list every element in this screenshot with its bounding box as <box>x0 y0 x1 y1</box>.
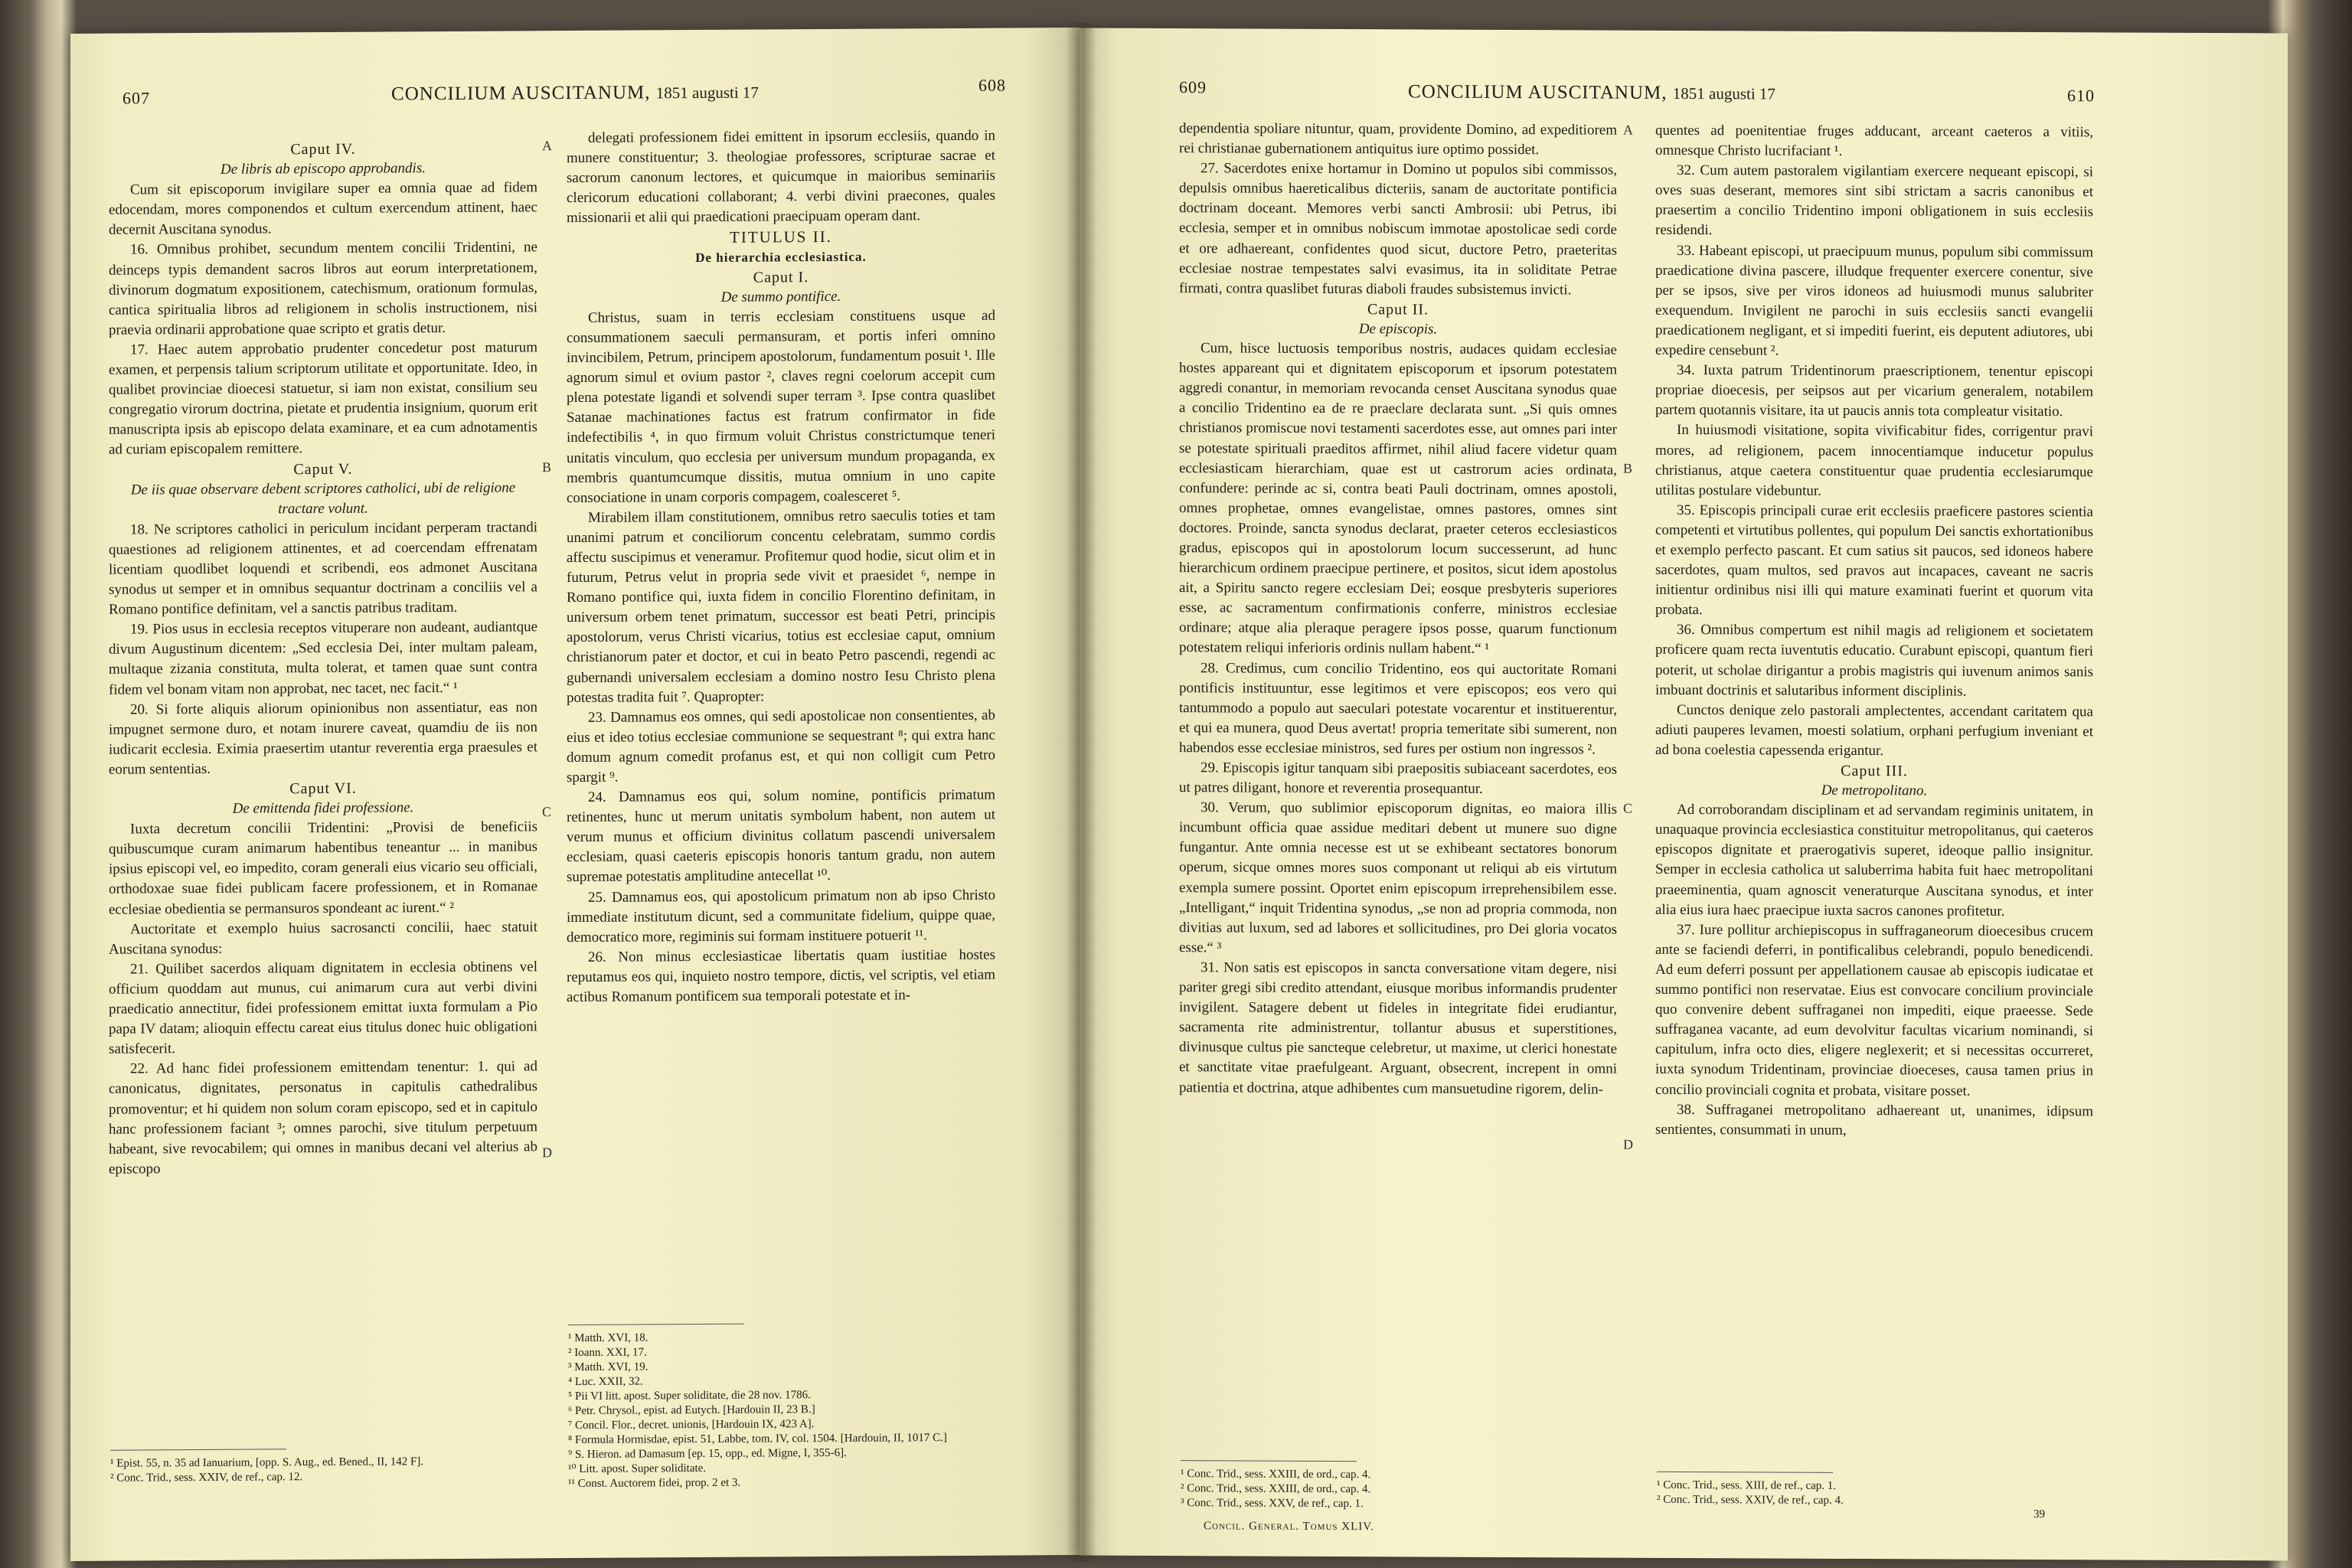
paragraph: 23. Damnamus eos omnes, qui sedi apostolicae non consentientes, ab eius et ideo totius ecclesiae communione se sequestrant ⁸; qui extra hanc domum agnum comedit profanus est, et qui non colligit cum Petro spargit ⁹. <box>567 707 995 786</box>
paragraph: 17. Haec autem approbatio prudenter concedetur post maturum examen, et perpensis talium scriptorum utilitate et opportunitate. Ideo, in qualibet provinciae dioecesi statuetur, si iam non existat, consilium seu congregatio virorum doctrina, pietate et prudentia insignium, quorum erit manuscripta ipsis ab episcopo delata examinare, et ea cum adnotamentis ad curiam episcopalem remittere. <box>109 339 537 459</box>
paragraph: Cunctos denique zelo pastorali amplectentes, accendant caritatem qua adiuti pauperes levamen, moesti solatium, orphani perfugium inveniant et ad bona coelestia capessenda erigantur. <box>1655 701 2093 760</box>
footnote: ⁵ Pii VI litt. apost. Super soliditate, die 28 nov. 1786. <box>568 1389 811 1403</box>
margin-letter-b: B <box>542 459 552 475</box>
paragraph: 32. Cum autem pastoralem vigilantiam exercere nequeant episcopi, si oves suas deserant, memores sint sibi strictam a sacris canonibus et praesertim a concilio Tridentino imponi obligationem in suis ecclesiis residendi. <box>1655 162 2093 239</box>
paragraph: quentes ad poenitentiae fruges adducant, arceant caeteros a vitiis, omnesque Christo lucrifaciant ¹. <box>1655 122 2093 159</box>
chapter-heading: Caput IV. <box>290 140 356 158</box>
chapter-subtitle: De metropolitano. <box>1821 782 1928 799</box>
footnote: ² Conc. Trid., sess. XXIV, de ref., cap. 12. <box>110 1471 303 1485</box>
page-number-608: 608 <box>978 75 1006 95</box>
paragraph: 30. Verum, quo sublimior episcoporum dignitas, eo maiora illis incumbunt officia quae assidue meditari debent ut munere suo digne fungantur. Ante omnia necesse est ut se exhibeant sectatores bonorum operum, sicque omnes mores suos componant ut reliqui ab eis virtutum exempla sumere possint. Oportet enim episcopum irreprehensibilem esse. „Intelligant,“ inquit Tridentina synodus, „se non ad propria commoda, non divitias aut luxum, sed ad labores et sollicitudines, pro Dei gloria vocatos esse.“ ³ <box>1179 799 1617 956</box>
footnote: ² Ioann. XXI, 17. <box>568 1346 647 1360</box>
paragraph: 31. Non satis est episcopos in sancta conversatione vitam degere, nisi pariter gregi sibi credito attendant, eiusque moribus informandis prudenter invigilent. Satagere debent ut fideles in integritate fidei erudiantur, sacramenta rite administrentur, tollantur abusus et superstitiones, divinusque cultus pie sancteque celebretur, ut maxime, ut clerici honestate et sanctitate vitae praefulgeant. Arguant, obsecrent, increpent in omni patientia et doctrina, atque adhibentes cum mansuetudine rigorem, delin- <box>1179 959 1617 1098</box>
footnote: ¹ Conc. Trid., sess. XIII, de ref., cap. 1. <box>1657 1478 1837 1492</box>
running-head-right <box>1080 77 2288 116</box>
paragraph: dependentia spoliare nituntur, quam, providente Domino, ad expeditiorem rei christianae gubernationem antiquitus iure optimo possidet. <box>1179 120 1617 158</box>
margin-letter-d-right: D <box>1623 1136 1633 1152</box>
paragraph: Cum, hisce luctuosis temporibus nostris, audaces quidam ecclesiae hostes appareant qui et dignitatem episcoporum et ipsorum potestatem aggredi conantur, in memoriam revocanda censet Auscitana synodus quae a concilio Tridentino ea de re praeclare declarata sunt. „Si quis omnes christianos promiscue novi testamenti sacerdotes esse, aut omnes pari inter se potestate spirituali praeditos affirmet, nihil aliud facere videtur quam ecclesiasticam hierarchiam, quae est ut castrorum acies ordinata, confundere: perinde ac si, contra beati Pauli doctrinam, omnes apostoli, omnes prophetae, omnes evangelistae, omnes pastores, omnes sint doctores. Proinde, sancta synodus declarat, praeter ceteros ecclesiasticos gradus, episcopos qui in apostolorum locum successerunt, ad hunc hierarchicum ordinem praecipue pertinere, et positos, sicut idem apostolus ait, a Spiritu sancto regere ecclesiam Dei; eosque presbyteris superiores esse, ac sacramentum confirmationis conferre, ministros ecclesiae ordinare; atque alia pleraque peragere ipsos posse, quarum functionum potestatem reliqui inferioris ordinis nullam habent.“ ¹ <box>1179 340 1617 658</box>
footnote: ² Conc. Trid., sess. XXIV, de ref., cap. 4. <box>1657 1493 1844 1507</box>
left-page <box>70 28 1080 1561</box>
paragraph: 26. Non minus ecclesiasticae libertatis quam iustitiae hostes reputamus eos qui, inquieto nostro tempore, dictis, vel scriptis, vel etiam actibus Romanum pontificem sua temporali potestate et in- <box>567 946 995 1006</box>
footnote: ⁴ Luc. XXII, 32. <box>568 1375 643 1389</box>
page-number-607: 607 <box>122 88 150 108</box>
paragraph: 36. Omnibus compertum est nihil magis ad religionem et societatem proficere quam recta iuventutis educatio. Curabunt episcopi, quantum fieri poterit, ut scholae dirigantur a probis magistris qui iuvenum animos sanis imbuant doctrinis et salutaribus informent disciplinis. <box>1655 622 2093 700</box>
footnote: ¹ Matth. XVI, 18. <box>568 1331 648 1345</box>
chapter-subtitle: De libris ab episcopo approbandis. <box>220 160 426 178</box>
paragraph: 18. Ne scriptores catholici in periculum incidant perperam tractandi quaestiones ad religionem attinentes, et ad coercendam effrenatam licentiam quodlibet loquendi et scribendi, eos admonet Auscitana synodus ut semper et in omnibus sequantur doctrinam a conciliis vel a Romano pontifice definitam, vel a sanctis patribus traditam. <box>109 519 537 618</box>
footnote-rule <box>568 1324 744 1325</box>
sheet-number: 39 <box>2034 1508 2045 1521</box>
title-subheading: De hierarchia ecclesiastica. <box>695 249 867 265</box>
footnote: ⁸ Formula Hormisdae, epist. 51, Labbe, tom. IV, col. 1504. [Hardouin, II, 1017 C.] <box>568 1432 947 1447</box>
footnote-rule <box>1657 1472 1833 1473</box>
footnote: ¹¹ Const. Auctorem fidei, prop. 2 et 3. <box>568 1476 741 1491</box>
paragraph: Christus, suam in terris ecclesiam constituens usque ad consummationem saeculi permansuram, et portis inferi omnino invincibilem, Petrum, principem apostolorum, fundamentum posuit ¹. Ille agnorum simul et ovium pastor ², claves regni coelorum accepit cum plena potestate ligandi et solvendi super terram ³. Ipse contra quaslibet Satanae machinationes factus est fratrum confirmator in fide indefectibilis ⁴, in quo firmum voluit Christus constrictumque teneri unitatis vinculum, quo ecclesia per universum mundum propaganda, ex membris quantumcumque dissitis, mutua omnium in uno capite consociatione in unam corporis compagem, coalesceret ⁵. <box>567 307 995 506</box>
paragraph: 28. Credimus, cum concilio Tridentino, eos qui auctoritate Romani pontificis instituuntur, esse legitimos et vere episcopos; eos vero qui tantummodo a populo aut saeculari potestate vocarentur et instituerentur, et qui ea munera, quod Deus avertat! propria temeritate sibi sumerent, non habendos esse ecclesiae ministros, sed fures per ostium non ingressos ². <box>1179 659 1617 758</box>
margin-letter-a-right: A <box>1623 122 1633 138</box>
paragraph: Cum sit episcoporum invigilare super ea omnia quae ad fidem edocendam, mores componendos et cultum exercendum attinent, haec decernit Auscitana synodus. <box>109 179 537 239</box>
paragraph: 24. Damnamus eos qui, solum nomine, pontificis primatum retinentes, hunc ut merum unitatis symbolum habent, non autem ut verum munus et officium divinitus collatum pascendi universalem ecclesiam, quasi caeteris episcopis honoris tantum gradu, non autem supremae potestatis amplitudine antecellat ¹⁰. <box>567 786 995 886</box>
paragraph: In huiusmodi visitatione, sopita vivificabitur fides, corrigentur pravi mores, ad religionem, pacem innocentiamque inducetur populus christianus, atque caetera constituentur quae prudentia ecclesiarumque utilitas postulare videbuntur. <box>1655 422 2093 499</box>
paragraph: 25. Damnamus eos, qui apostolicum primatum non ab ipso Christo immediate institutum dicunt, sed a communitate fidelium, quippe quae, democratico more, regiminis sui formam instituere potuerit ¹¹. <box>567 887 995 946</box>
page-number-610: 610 <box>2067 86 2095 106</box>
right-footnotes-col-1 <box>1181 1460 1609 1512</box>
right-footnotes-col-2 <box>1657 1472 2086 1509</box>
footnote-rule <box>110 1449 286 1450</box>
running-title: CONCILIUM AUSCITANUM, 1851 augusti 17 <box>391 82 759 105</box>
footnote: ³ Matth. XVI, 19. <box>568 1361 648 1374</box>
page-number-609: 609 <box>1179 77 1207 97</box>
paragraph: Mirabilem illam constitutionem, omnibus retro saeculis toties et tam unanimi patrum et conciliorum concentu celebratam, summo cordis affectu suscipimus et veneramur. Profitemur quod hodie, sicut olim et in futurum, Petrus velut in propria sede vivit et praesidet ⁶, nempe in Romano pontifice qui, iuxta fidem in concilio Florentino definitam, in universum orbem tenet primatum, successor est beati Petri, principis apostolorum, verus Christi vicarius, totius est ecclesiae caput, omnium christianorum pater et doctor, et cui in beato Petro pascendi, regendi ac gubernandi universalem ecclesiam a domino nostro Iesu Christo plena potestas tradita fuit ⁷. Quapropter: <box>567 507 995 706</box>
paragraph: Auctoritate et exemplo huius sacrosancti concilii, haec statuit Auscitana synodus: <box>109 918 537 958</box>
chapter-heading: Caput II. <box>1367 301 1429 318</box>
paragraph: 38. Suffraganei metropolitano adhaereant ut, unanimes, idipsum sentientes, consummati in unum, <box>1655 1101 2093 1138</box>
paragraph: 16. Omnibus prohibet, secundum mentem concilii Tridentini, ne deinceps typis demandent sacros libros aut eorum interpretationem, divinorum dogmatum expositionem, catechismum, orationum formulas, cantica spiritualia libros ad religionem in scholis instructionem, nisi praevia ordinarii approbatione quae scripto et gratis detur. <box>109 239 537 338</box>
running-title-right: CONCILIUM AUSCITANUM, 1851 augusti 17 <box>1408 81 1775 103</box>
left-page-column-1 <box>109 138 537 1179</box>
left-footnotes-col-1 <box>110 1447 539 1485</box>
margin-letter-d: D <box>542 1145 552 1161</box>
paragraph: Ad corroborandam disciplinam et ad servandam regiminis unitatem, in unaquaque provincia ecclesiastica constituitur metropolitanus, qui caeteros episcopos dignitate et praerogativis superet, ideoque pallio insignitur. Semper in ecclesia catholica ut saluberrima habita fuit haec metropolitani praeeminentia, quam agnoscit veneraturque Auscitana synodus, et inter alia eius iura haec praecipue iuxta sacros canones profitetur. <box>1655 802 2093 920</box>
margin-letter-b-right: B <box>1623 460 1633 476</box>
paragraph: 35. Episcopis principali curae erit ecclesiis praeficere pastores scientia competenti et virtutibus pollentes, qui populum Dei sanctis exhortationibus et exemplo perfecto pascant. Et cum satius sit paucos, sed idoneos habere sacerdotes, quam multos, sed pravos aut incapaces, caveant ne sacris initientur ordinibus nisi illi qui mature examinati fuerint et quorum vita probata. <box>1655 501 2093 619</box>
footnote: ³ Conc. Trid., sess. XXV, de ref., cap. 1. <box>1181 1497 1364 1511</box>
chapter-subtitle: De episcopis. <box>1358 321 1438 338</box>
chapter-heading: Caput V. <box>293 460 353 478</box>
left-page-column-2 <box>567 126 995 1008</box>
paragraph: 37. Iure pollitur archiepiscopus in suffraganeorum dioecesibus crucem ante se faciendi deferri, in pontificalibus celebrandi, populo benedicendi. Ad eum deferri possunt per appellationem causae ab episcopis iudicatae et summo pontifici non reservatae. Eius est convocare concilium provinciale quo convenire debent suffraganei non impediti, eique praeesse. Sede suffraganea vacante, ad eum devolvitur facultas vicarium nominandi, si capitulum, infra octo dies, eligere neglexerit; et si necessitas occurreret, iuxta synodum Tridentinam, provinciae dioeceses, causa tamen prius in concilio provinciali cognita et probata, visitare posset. <box>1655 921 2093 1099</box>
book-gutter <box>1066 23 1096 1562</box>
paragraph: 19. Pios usus in ecclesia receptos vituperare non audeant, audiantque divum Augustinum dicentem: „Sed ecclesia Dei, inter multam paleam, multaque zizania constituta, multa tolerat, et tamen quae sunt contra fidem vel bonam vitam non approbat, nec tacet, nec facit.“ ¹ <box>109 619 537 698</box>
signature-line: Concil. General. Tomus XLIV. <box>1204 1520 1374 1534</box>
paragraph: 21. Quilibet sacerdos aliquam dignitatem in ecclesia obtinens vel officium quoddam aut munus, cui animarum cura aut verbi divini praedicatio annectitur, fidei professionem emittat iuxta formulam a Pio papa IV datam; alioquin effectu careat eius titulus donec huic obligationi satisfecerit. <box>109 959 537 1057</box>
margin-letter-c: C <box>542 804 552 820</box>
right-page-column-2 <box>1655 121 2093 1142</box>
footnote-rule <box>1181 1460 1357 1462</box>
chapter-subtitle: De iis quae observare debent scriptores catholici, ubi de religione tractare volunt. <box>130 479 516 518</box>
paragraph: 34. Iuxta patrum Tridentinorum praescriptionem, tenentur episcopi propriae dioecesis, per seipsos aut per vicarium generalem, notabilem partem quotannis visitare, ita ut paucis annis tota compleatur visitatio. <box>1655 362 2093 420</box>
paragraph: 29. Episcopis igitur tanquam sibi praepositis subiaceant sacerdotes, eos ut patres diligant, honore et reverentia prosequantur. <box>1179 760 1617 797</box>
right-page-column-1 <box>1179 119 1617 1099</box>
footnote: ⁹ S. Hieron. ad Damasum [ep. 15, opp., ed. Migne, I, 355-6]. <box>568 1446 847 1462</box>
footnote: ² Conc. Trid., sess. XXIII, de ord., cap. 4. <box>1181 1482 1371 1496</box>
paragraph: 22. Ad hanc fidei professionem emittendam tenentur: 1. qui ad canonicatus, dignitates, personatus in capitulis cathedralibus promoventur; et hi quidem non solum coram episcopo, sed et in capitulo hanc professionem faciant ³; omnes parochi, sive titulum perpetuum habeant, sive revocabilem; qui omnes in manibus decani vel alterius ab episcopo <box>109 1058 537 1178</box>
margin-letter-a: A <box>542 138 552 154</box>
footnote: ¹ Epist. 55, n. 35 ad Ianuarium, [opp. S. Aug., ed. Bened., II, 142 F]. <box>110 1455 424 1470</box>
chapter-heading: Caput III. <box>1841 762 1908 780</box>
paragraph: 33. Habeant episcopi, ut praecipuum munus, populum sibi commissum praedicatione divina pascere, illudque frequenter exercere conentur, sive per se ipsos, sive per viros idoneos ad huiusmodi munus salubriter exequendum. Invigilent ne parochi in suis ecclesiis sancti evangelii praedicationem negligant, et si impediti fuerint, eis deputent adiutores, ubi expedire censebunt ². <box>1655 242 2093 359</box>
chapter-subtitle: De summo pontifice. <box>720 288 841 305</box>
title-heading: TITULUS II. <box>730 227 832 247</box>
paragraph: delegati professionem fidei emittent in ipsorum ecclesiis, quando in munere constituentur; 3. theologiae professores, scripturae sacrae et sacrorum canonum lectores, et quicumque in maioribus seminariis clericorum educationi collaborant; 4. verbi divini praecones, quales missionarii et alii qui praedicationi praecipuam operam dant. <box>567 127 995 227</box>
paragraph: 20. Si forte aliquis aliorum opinionibus non assentiatur, eas non impugnet sermone duro, et notam inurere caveat, quamdiu de iis non iudicarit ecclesia. Eximia praesertim utantur reverentia erga praesules et eorum sententias. <box>109 698 537 778</box>
footnote: ¹ Conc. Trid., sess. XXIII, de ord., cap. 4. <box>1181 1468 1371 1481</box>
margin-letter-c-right: C <box>1623 800 1633 816</box>
right-page <box>1080 28 2288 1561</box>
footnote: ⁶ Petr. Chrysol., epist. ad Eutych. [Hardouin II, 23 B.] <box>568 1403 815 1418</box>
paragraph: Iuxta decretum concilii Tridentini: „Provisi de beneficiis quibuscumque curam animarum habentibus teneantur ... in manibus ipsius episcopi vel, eo impedito, coram generali eius vicario seu officiali, orthodoxae suae fidei publicam facere professionem, et in Romanae ecclesiae obedientia se permansuros spondeant ac iurent.“ ² <box>109 818 537 918</box>
running-head-left <box>70 75 1080 116</box>
footnote: ⁷ Concil. Flor., decret. unionis, [Hardouin IX, 423 A]. <box>568 1418 815 1432</box>
left-footnotes-col-2 <box>568 1322 997 1491</box>
chapter-subtitle: De emittenda fidei professione. <box>232 799 414 817</box>
paragraph: 27. Sacerdotes enixe hortamur in Domino ut populos sibi commissos, depulsis omnibus haereticalibus dicteriis, sanam de auctoritate pontificia doctrinam doceant. Memores verbi sancti Ambrosii: ubi Petrus, ibi ecclesia, semper et in omnibus nobiscum immotae apostolicae sedi corde et ore adhaereant, confidentes quod sicut, ductore Petro, praeteritas ecclesiae nostrae tempestates salvi evasimus, ita in soliditate Petrae firmati, contra quaslibet futuras diaboli fraudes subsistemus invicti. <box>1179 160 1617 299</box>
footnote: ¹⁰ Litt. apost. Super soliditate. <box>568 1462 707 1476</box>
chapter-heading: Caput VI. <box>289 779 357 798</box>
chapter-heading: Caput I. <box>753 268 809 286</box>
